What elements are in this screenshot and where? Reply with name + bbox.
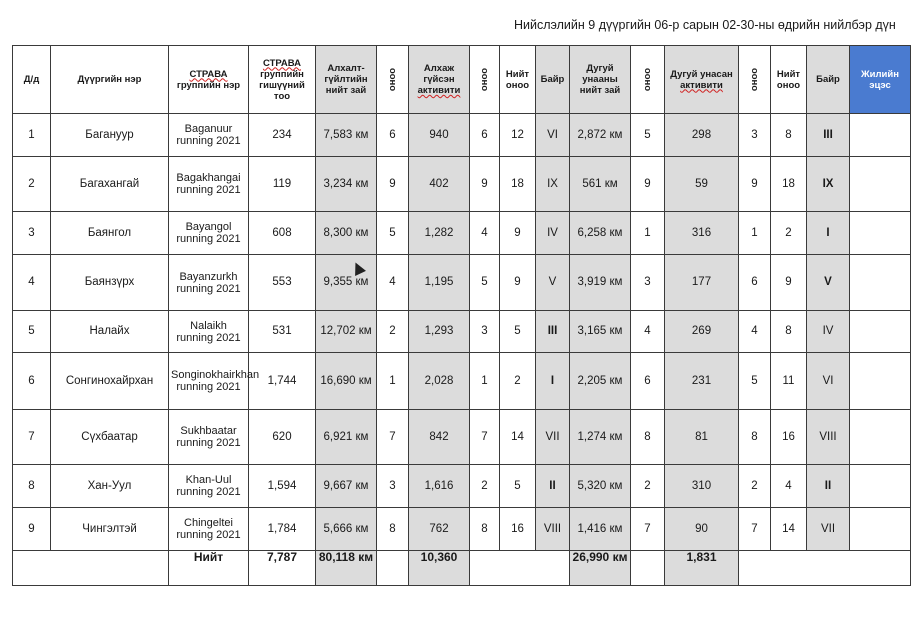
cell-total-1: 18 [500,157,536,212]
cell-no: 5 [13,311,51,353]
cell-district: Багахангай [51,157,169,212]
cell-group: Baganuur running 2021 [169,114,249,157]
cell-total-2: 18 [771,157,807,212]
cell-total-1: 16 [500,508,536,551]
cell-score-3: 4 [631,311,665,353]
cell-walk: 762 [409,508,470,551]
cell-score-1: 6 [377,114,409,157]
totals-blank [739,551,911,586]
cell-score-3: 5 [631,114,665,157]
cell-rank-2: IX [807,157,850,212]
cell-bike-distance: 561 км [570,157,631,212]
totals-blank [470,551,570,586]
table-row [13,353,911,410]
cell-rank-1: VIII [536,508,570,551]
cell-score-1: 8 [377,508,409,551]
cell-no: 9 [13,508,51,551]
cell-run-distance: 16,690 км [316,353,377,410]
cell-run-distance: 3,234 км [316,157,377,212]
cell-total-2: 16 [771,410,807,465]
cell-group: Nalaikh running 2021 [169,311,249,353]
cell-district: Хан-Уул [51,465,169,508]
cell-rank-2: VIII [807,410,850,465]
header-row [13,46,911,114]
cell-members: 234 [249,114,316,157]
header-bike-activity: Дугуй унасан активити [665,46,739,114]
header-district: Дүүргийн нэр [51,46,169,114]
cell-group: Bayanzurkh running 2021 [169,255,249,311]
cell-walk: 1,293 [409,311,470,353]
cell-total-2: 4 [771,465,807,508]
cell-score-2: 9 [470,157,500,212]
cell-score-4: 3 [739,114,771,157]
cell-members: 620 [249,410,316,465]
header-total-score-1: Нийт оноо [500,46,536,114]
cell-year-result [850,114,911,157]
cell-rank-2: VI [807,353,850,410]
cell-run-distance: 5,666 км [316,508,377,551]
cell-district: Сүхбаатар [51,410,169,465]
cell-rank-1: VII [536,410,570,465]
cell-bike-distance: 1,416 км [570,508,631,551]
cell-bike: 298 [665,114,739,157]
cell-district: Багануур [51,114,169,157]
cell-rank-2: V [807,255,850,311]
cell-bike-distance: 3,919 км [570,255,631,311]
cell-score-2: 8 [470,508,500,551]
cell-no: 7 [13,410,51,465]
cell-score-3: 6 [631,353,665,410]
table-row [13,410,911,465]
cell-district: Баянгол [51,212,169,255]
cell-no: 2 [13,157,51,212]
cell-rank-2: IV [807,311,850,353]
cell-district: Чингэлтэй [51,508,169,551]
cell-district: Налайх [51,311,169,353]
totals-bike: 1,831 [665,551,739,586]
cell-district: Сонгинохайрхан [51,353,169,410]
cell-walk: 1,282 [409,212,470,255]
header-rank-2: Байр [807,46,850,114]
cell-score-4: 6 [739,255,771,311]
header-score-1: оноо [377,46,409,114]
cell-members: 553 [249,255,316,311]
cell-members: 1,594 [249,465,316,508]
cell-score-3: 7 [631,508,665,551]
cell-district: Баянзүрх [51,255,169,311]
cell-no: 1 [13,114,51,157]
cell-year-result [850,311,911,353]
cell-score-4: 5 [739,353,771,410]
cell-group: Khan-Uul running 2021 [169,465,249,508]
cell-score-3: 3 [631,255,665,311]
cell-year-result [850,212,911,255]
cell-group: Chingeltei running 2021 [169,508,249,551]
table-row [13,311,911,353]
cell-walk: 1,616 [409,465,470,508]
cell-rank-1: III [536,311,570,353]
cell-no: 6 [13,353,51,410]
cell-score-2: 2 [470,465,500,508]
cell-year-result [850,255,911,311]
cell-members: 1,784 [249,508,316,551]
cell-no: 8 [13,465,51,508]
totals-label: Нийт [169,551,249,586]
cell-walk: 940 [409,114,470,157]
cell-members: 119 [249,157,316,212]
cell-score-4: 9 [739,157,771,212]
cell-bike: 231 [665,353,739,410]
header-score-4: оноо [739,46,771,114]
cell-score-4: 4 [739,311,771,353]
cell-walk: 2,028 [409,353,470,410]
table-row [13,465,911,508]
cell-rank-1: IX [536,157,570,212]
cell-total-2: 2 [771,212,807,255]
cell-score-1: 1 [377,353,409,410]
cell-rank-1: VI [536,114,570,157]
cell-total-2: 8 [771,311,807,353]
table-row [13,212,911,255]
totals-members: 7,787 [249,551,316,586]
cell-score-3: 1 [631,212,665,255]
cell-bike: 310 [665,465,739,508]
cell-year-result [850,157,911,212]
cell-members: 608 [249,212,316,255]
cell-total-1: 2 [500,353,536,410]
cell-rank-1: IV [536,212,570,255]
header-bike-distance: Дугуй унааны нийт зай [570,46,631,114]
cell-year-result [850,410,911,465]
cell-bike: 269 [665,311,739,353]
table-row [13,255,911,311]
cell-score-2: 7 [470,410,500,465]
cell-bike: 90 [665,508,739,551]
cell-year-result [850,508,911,551]
cell-rank-1: II [536,465,570,508]
cell-rank-2: VII [807,508,850,551]
totals-row [13,551,911,586]
cell-score-3: 8 [631,410,665,465]
cell-members: 531 [249,311,316,353]
header-score-3: оноо [631,46,665,114]
cell-rank-2: II [807,465,850,508]
cell-bike: 81 [665,410,739,465]
cell-score-3: 2 [631,465,665,508]
cell-bike: 59 [665,157,739,212]
cell-score-1: 5 [377,212,409,255]
header-no: Д/д [13,46,51,114]
cell-run-distance: 9,667 км [316,465,377,508]
header-year-result: Жилийн эцэс [850,46,911,114]
cell-rank-1: I [536,353,570,410]
cell-score-2: 5 [470,255,500,311]
cell-run-distance: 7,583 км [316,114,377,157]
totals-blank [631,551,665,586]
cell-bike: 316 [665,212,739,255]
header-strava-group: СТРАВА группийн нэр [169,46,249,114]
cell-bike: 177 [665,255,739,311]
cell-bike-distance: 2,872 км [570,114,631,157]
cell-total-1: 5 [500,465,536,508]
cell-rank-2: III [807,114,850,157]
results-table [12,45,911,586]
cell-total-1: 9 [500,212,536,255]
cell-no: 3 [13,212,51,255]
header-total-score-2: Нийт оноо [771,46,807,114]
cell-total-2: 11 [771,353,807,410]
cell-score-3: 9 [631,157,665,212]
cell-rank-1: V [536,255,570,311]
cell-total-2: 9 [771,255,807,311]
header-walk-activity: Алхаж гүйсэн активити [409,46,470,114]
totals-bike-distance: 26,990 км [570,551,631,586]
cell-rank-2: I [807,212,850,255]
cell-year-result [850,353,911,410]
cell-group: Songinokhairkhan running 2021 [169,353,249,410]
totals-blank [377,551,409,586]
cell-bike-distance: 5,320 км [570,465,631,508]
cell-no: 4 [13,255,51,311]
cell-score-1: 7 [377,410,409,465]
table-row [13,114,911,157]
cell-score-1: 9 [377,157,409,212]
totals-walk: 10,360 [409,551,470,586]
cell-score-1: 3 [377,465,409,508]
cell-group: Bagakhangai running 2021 [169,157,249,212]
header-rank-1: Байр [536,46,570,114]
cell-score-4: 1 [739,212,771,255]
cell-year-result [850,465,911,508]
cell-run-distance: 9,355 км [316,255,377,311]
cell-bike-distance: 2,205 км [570,353,631,410]
cell-total-1: 12 [500,114,536,157]
cell-bike-distance: 3,165 км [570,311,631,353]
cell-score-2: 3 [470,311,500,353]
header-strava-members: СТРАВА группийн гишүүний тоо [249,46,316,114]
cell-total-1: 9 [500,255,536,311]
cell-run-distance: 8,300 км [316,212,377,255]
cell-score-4: 7 [739,508,771,551]
table-row [13,508,911,551]
cell-bike-distance: 6,258 км [570,212,631,255]
cell-group: Bayangol running 2021 [169,212,249,255]
cell-score-4: 2 [739,465,771,508]
totals-run-distance: 80,118 км [316,551,377,586]
cell-bike-distance: 1,274 км [570,410,631,465]
cell-walk: 402 [409,157,470,212]
cell-total-2: 8 [771,114,807,157]
cell-group: Sukhbaatar running 2021 [169,410,249,465]
cell-run-distance: 6,921 км [316,410,377,465]
cell-members: 1,744 [249,353,316,410]
cell-score-2: 6 [470,114,500,157]
report-title: Нийслэлийн 9 дүүргийн 06-р сарын 02-30-ны өдрийн нийлбэр дүн [514,18,896,32]
cell-run-distance: 12,702 км [316,311,377,353]
table-row [13,157,911,212]
cell-score-1: 4 [377,255,409,311]
cell-total-1: 5 [500,311,536,353]
cell-score-4: 8 [739,410,771,465]
cell-walk: 842 [409,410,470,465]
cell-walk: 1,195 [409,255,470,311]
cell-score-1: 2 [377,311,409,353]
cell-total-2: 14 [771,508,807,551]
totals-empty [13,551,169,586]
cell-score-2: 1 [470,353,500,410]
cell-total-1: 14 [500,410,536,465]
header-run-distance: Алхалт-гүйлтийн нийт зай [316,46,377,114]
cell-score-2: 4 [470,212,500,255]
header-score-2: оноо [470,46,500,114]
